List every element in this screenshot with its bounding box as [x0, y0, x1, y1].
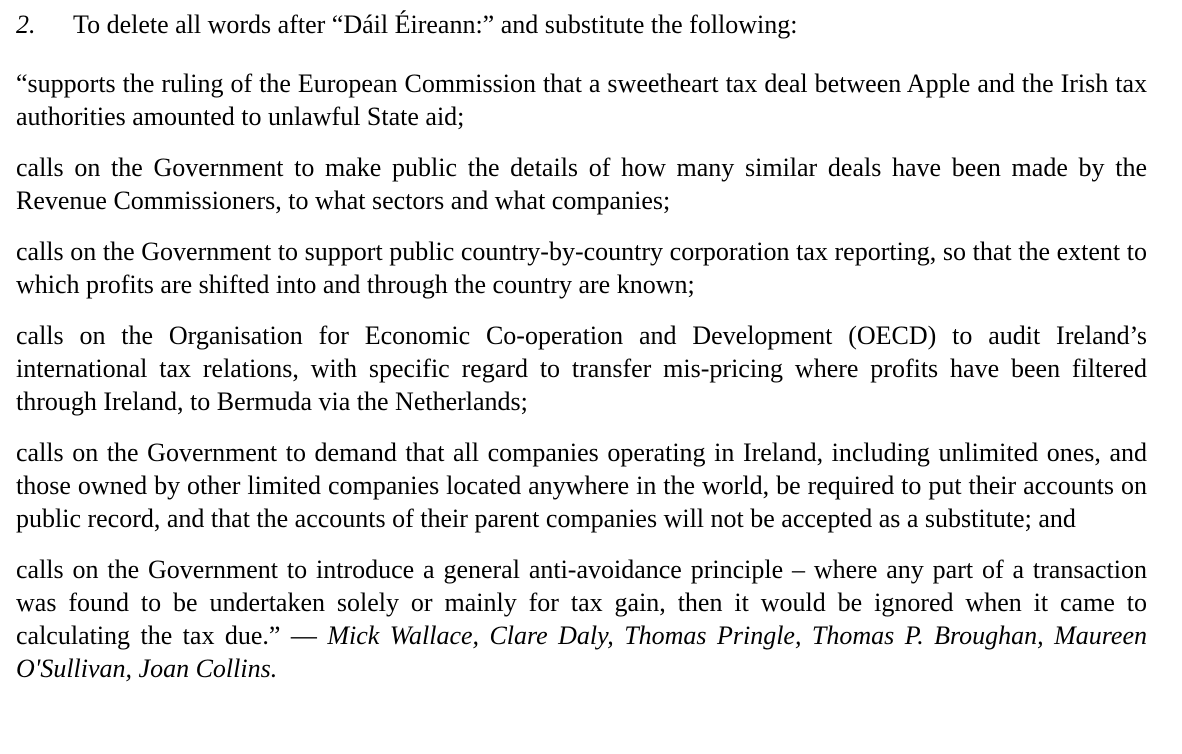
motion-paragraph-1: “supports the ruling of the European Commission that a sweetheart tax deal between Apple and the Irish tax authorities amounted to unlawful State aid; [16, 69, 1147, 131]
amendment-instruction: To delete all words after “Dáil Éireann:” and substitute the following: [73, 10, 798, 39]
motion-paragraph-6 [16, 553, 1147, 685]
motion-paragraph-4: calls on the Organisation for Economic Co-operation and Development (OECD) to audit Ireland’s international tax relations, with specific regard to transfer mis-pricing where profits have been filtered through Ireland, to Bermuda via the Netherlands; [16, 321, 1147, 416]
signatories: Mick Wallace, Clare Daly, Thomas Pringle, Thomas P. Broughan, Maureen O'Sullivan, Joan Collins. [16, 621, 1148, 683]
motion-paragraph-5: calls on the Government to demand that all companies operating in Ireland, including unlimited ones, and those owned by other limited companies located anywhere in the world, be required to put their accounts on public record, and that the accounts of their parent companies will not be accepted as a substitute; and [16, 438, 1147, 533]
motion-paragraph-6-text: calls on the Government to introduce a general anti-avoidance principle – where any part of a transaction was found to be undertaken solely or mainly for tax gain, then it would be ignored when it came to calculating the tax due.” [16, 555, 1147, 650]
motion-paragraph-3: calls on the Government to support public country-by-country corporation tax reporting, so that the extent to which profits are shifted into and through the country are known; [16, 237, 1147, 299]
amendment-document [16, 8, 1147, 685]
amendment-number: 2. [16, 10, 36, 39]
amendment-heading [16, 8, 1147, 41]
motion-paragraph-2: calls on the Government to make public the details of how many similar deals have been made by the Revenue Commissioners, to what sectors and what companies; [16, 153, 1147, 215]
signature-separator: — [280, 621, 328, 650]
